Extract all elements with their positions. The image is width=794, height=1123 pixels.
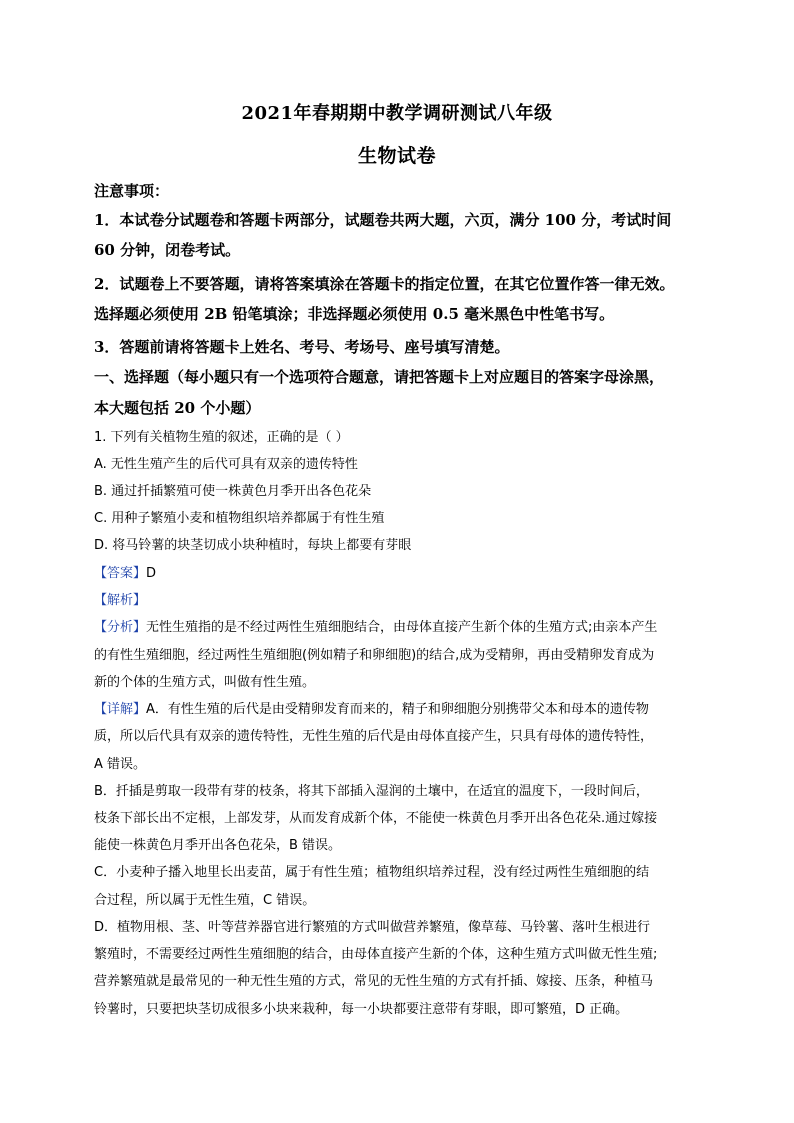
fenxi-tag: 【分析】	[94, 620, 147, 635]
xiangjie-line	[94, 700, 706, 720]
notice-item-2: 2．试题卷上不要答题，请将答案填涂在答题卡的指定位置，在其它位置作答一律无效。	[94, 275, 675, 293]
fenxi-text: 无性生殖指的是不经过两性生殖细胞结合，由母体直接产生新个体的生殖方式;由亲本产生	[146, 620, 658, 635]
explain-d: 铃薯时，只要把块茎切成很多小块来栽种，每一小块都要注意带有芽眼，即可繁殖，D 正确。	[94, 1002, 629, 1017]
answer-tag: 【答案】	[94, 566, 147, 581]
xiangjie-text: A．有性生殖的后代是由受精卵发育而来的，精子和卵细胞分别携带父本和母本的遗传物	[146, 702, 649, 717]
answer-line	[94, 564, 706, 584]
explain-c: 合过程，所以属于无性生殖，C 错误。	[94, 893, 316, 908]
explain-d: 繁殖时，不需要经过两性生殖细胞的结合，由母体直接产生新的个体，这种生殖方式叫做无性生殖;	[94, 947, 658, 962]
explain-c: C．小麦种子播入地里长出麦苗，属于有性生殖；植物组织培养过程，没有经过两性生殖细胞的结	[94, 865, 650, 880]
section-heading-cont: 本大题包括 20 个小题）	[94, 399, 261, 417]
explain-d: 营养繁殖就是最常见的一种无性生殖的方式，常见的无性生殖的方式有扦插、嫁接、压条，种植马	[94, 974, 654, 989]
explain-d: D．植物用根、茎、叶等营养器官进行繁殖的方式叫做营养繁殖，像草莓、马铃薯、落叶生根进行	[94, 920, 651, 935]
analysis-tag: 【解析】	[94, 593, 147, 608]
notice-item-1: 1．本试卷分试题卷和答题卡两部分，试题卷共两大题，六页，满分 100 分，考试时间	[94, 211, 672, 229]
option-a: A. 无性生殖产生的后代可具有双亲的遗传特性	[94, 457, 358, 472]
exam-subject: 生物试卷	[357, 145, 436, 167]
option-b: B. 通过扦插繁殖可使一株黄色月季开出各色花朵	[94, 484, 372, 499]
notice-item-3: 3．答题前请将答题卡上姓名、考号、考场号、座号填写清楚。	[94, 338, 510, 356]
explain-b: 枝条下部长出不定根，上部发芽，从而发育成新个体，不能使一株黄色月季开出各色花朵.通过嫁接	[94, 811, 658, 826]
xiangjie-text: A 错误。	[94, 757, 147, 772]
analysis-line	[94, 591, 706, 611]
fenxi-text: 新的个体的生殖方式，叫做有性生殖。	[94, 675, 316, 690]
question-stem: 1. 下列有关植物生殖的叙述，正确的是（ ）	[94, 430, 349, 445]
option-d: D. 将马铃薯的块茎切成小块种植时，每块上都要有芽眼	[94, 538, 412, 553]
answer-value: D	[146, 566, 157, 581]
option-c: C. 用种子繁殖小麦和植物组织培养都属于有性生殖	[94, 511, 385, 526]
explain-b: B．扦插是剪取一段带有芽的枝条，将其下部插入湿润的土壤中，在适宜的温度下，一段时间后，	[94, 784, 649, 799]
exam-title: 2021年春期期中教学调研测试八年级	[241, 103, 553, 124]
fenxi-text: 的有性生殖细胞，经过两性生殖细胞(例如精子和卵细胞)的结合,成为受精卵，再由受精卵发育成为	[94, 648, 655, 663]
notice-item-1-cont: 60 分钟，闭卷考试。	[94, 241, 241, 259]
xiangjie-text: 质，所以后代具有双亲的遗传特性，无性生殖的后代是由母体直接产生，只具有母体的遗传特性，	[94, 729, 654, 744]
notice-heading: 注意事项：	[94, 182, 170, 200]
section-heading: 一、选择题（每小题只有一个选项符合题意，请把答题卡上对应题目的答案字母涂黑，	[94, 368, 665, 386]
explain-b: 能使一株黄色月季开出各色花朵，B 错误。	[94, 838, 342, 853]
fenxi-line	[94, 618, 706, 638]
xiangjie-tag: 【详解】	[94, 702, 147, 717]
notice-item-2-cont: 选择题必须使用 2B 铅笔填涂；非选择题必须使用 0.5 毫米黑色中性笔书写。	[94, 305, 615, 323]
